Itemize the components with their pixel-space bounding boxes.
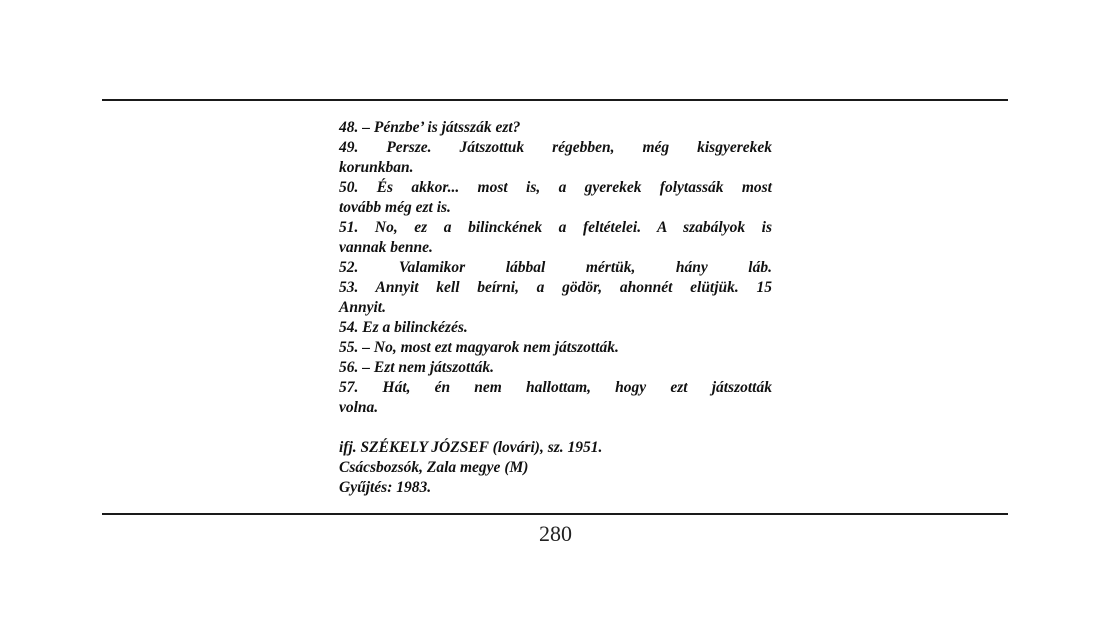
paragraph-gap xyxy=(339,418,772,438)
bottom-rule xyxy=(102,513,1008,515)
entry-48: 48. – Pénzbe’ is játsszák ezt? xyxy=(339,119,521,136)
entry-56: 56. – Ezt nem játszották. xyxy=(339,359,495,376)
entry-57-line-2: volna. xyxy=(339,399,379,416)
page-number: 280 xyxy=(539,521,572,546)
entry-51-line-2: vannak benne. xyxy=(339,239,433,256)
entry-53-line-2: Annyit. xyxy=(339,299,386,316)
entry-54: 54. Ez a bilinckézés. xyxy=(339,319,468,336)
entry-49-line-2: korunkban. xyxy=(339,159,414,176)
entry-50-line-1: 50. És akkor... most is, a gyerekek folytassák most xyxy=(339,179,772,196)
entry-50-line-2: tovább még ezt is. xyxy=(339,199,451,216)
collection-year: Gyűjtés: 1983. xyxy=(339,479,432,496)
entry-53-line-1: 53. Annyit kell beírni, a gödör, ahonnét elütjük. 15 xyxy=(339,279,772,296)
transcript-block xyxy=(339,118,772,498)
entry-57-line-1: 57. Hát, én nem hallottam, hogy ezt játszották xyxy=(339,379,772,396)
entry-49-line-1: 49. Persze. Játszottuk régebben, még kisgyerekek xyxy=(339,139,772,156)
entry-55: 55. – No, most ezt magyarok nem játszották. xyxy=(339,339,619,356)
informant-place: Csácsbozsók, Zala megye (M) xyxy=(339,459,529,476)
informant-name: ifj. SZÉKELY JÓZSEF (lovári), sz. 1951. xyxy=(339,439,603,456)
top-rule xyxy=(102,99,1008,101)
entry-51-line-1: 51. No, ez a bilinckének a feltételei. A szabályok is xyxy=(339,219,772,236)
entry-52: 52. Valamikor lábbal mértük, hány láb. xyxy=(339,259,772,276)
